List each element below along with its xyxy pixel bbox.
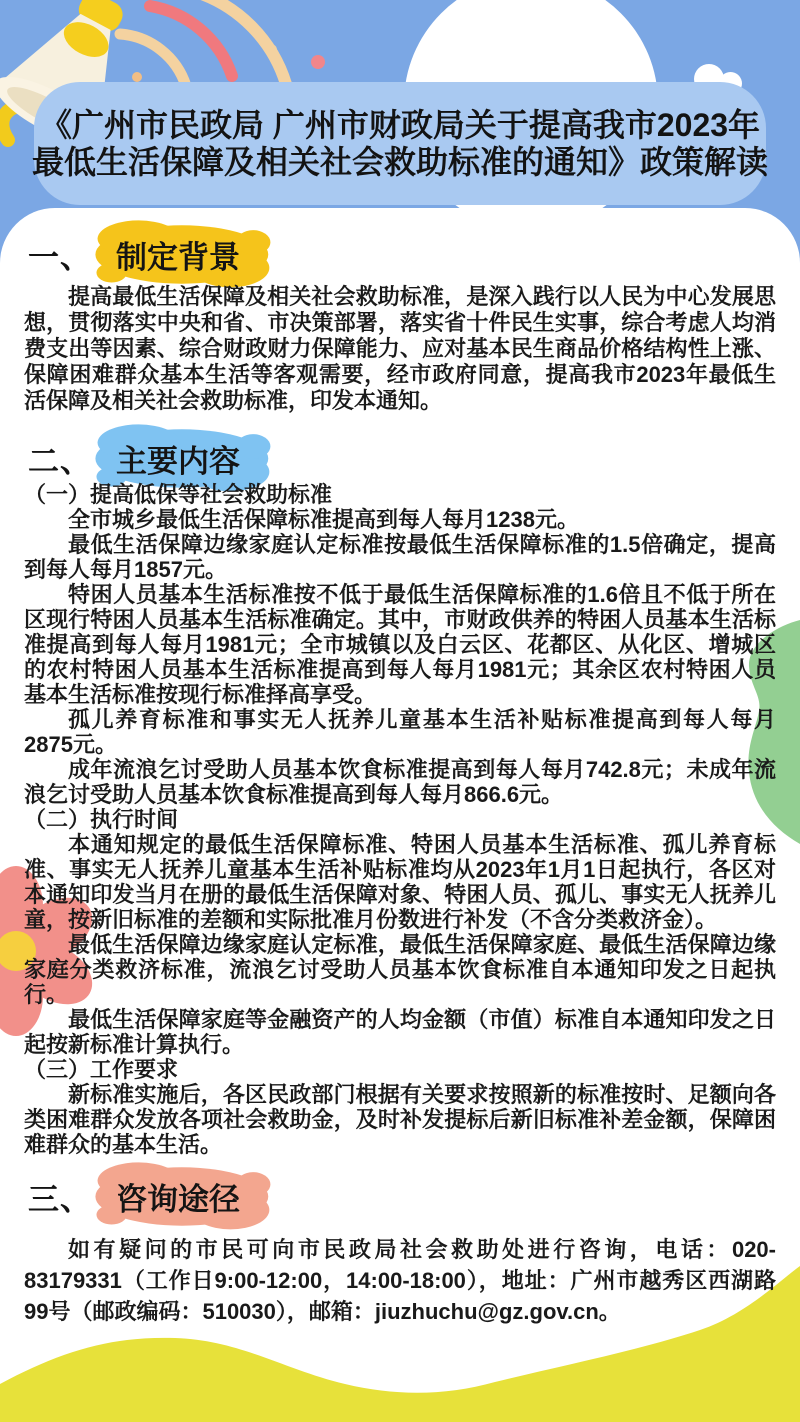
title-card [32,82,769,205]
section-1-heading [28,218,260,291]
content-item: 全市城乡最低生活保障标准提高到每人每月1238元。 [68,507,579,532]
sound-wave-arc [150,6,232,76]
section-number: 二、 [28,444,92,479]
content-item: 最低生活保障边缘家庭认定标准，最低生活保障家庭、最低生活保障边缘家庭分类救济标准，流浪乞讨受助人员基本饮食标准自本通知印发之日起执行。 [24,932,776,1007]
content-item: 最低生活保障家庭等金融资产的人均金额（市值）标准自本通知印发之日起按新标准计算执行。 [24,1007,776,1057]
confetti-dot [311,55,325,69]
confetti-dot [265,44,277,56]
confetti-dot [132,72,142,82]
contact-paragraph: 如有疑问的市民可向市民政局社会救助处进行咨询，电话：020-83179331（工作日9:00-12:00，14:00-18:00），地址：广州市越秀区西湖路99号（邮政编码：510030），邮箱：jiuzhuchu@gz.gov.cn。 [24,1237,776,1324]
section-3-heading [28,1160,260,1233]
content-panel [0,208,800,1422]
content-item-label: （一）提高低保等社会救助标准 [24,482,333,507]
paragraph: 提高最低生活保障及相关社会救助标准，是深入践行以人民为中心发展思想，贯彻落实中央和省、市决策部署，落实省十件民生实事，综合考虑人均消费支出等因素、综合财政财力保障能力、应对基本民生商品价格结构性上涨、保障困难群众基本生活等客观需要，经市政府同意，提高我市2023年最低生活保障及相关社会救助标准，印发本通知。 [24,284,776,413]
policy-title-line-2: 最低生活保障及相关社会救助标准的通知》政策解读 [32,143,769,180]
section-heading-text: 主要内容 [116,444,240,479]
section-2-body [24,482,776,1157]
content-item: 新标准实施后，各区民政部门根据有关要求按照新的标准按时、足额向各类困难群众发放各项社会救助金，及时补发提标后新旧标准补差金额，保障困难群众的基本生活。 [24,1082,776,1157]
section-heading-text: 咨询途径 [116,1182,240,1217]
content-item-label: （二）执行时间 [24,807,179,832]
policy-title-line-1: 《广州市民政局 广州市财政局关于提高我市2023年 [39,106,761,143]
sound-wave-arc [120,34,186,86]
content-item: 成年流浪乞讨受助人员基本饮食标准提高到每人每月742.8元；未成年流浪乞讨受助人员基本饮食标准提高到每人每月866.6元。 [24,757,776,807]
content-item: 孤儿养育标准和事实无人抚养儿童基本生活补贴标准提高到每人每月2875元。 [24,707,776,757]
content-item: 特困人员基本生活标准按不低于最低生活保障标准的1.6倍且不低于所在区现行特困人员基本生活标准确定。其中，市财政供养的特困人员基本生活标准提高到每人每月1981元；全市城镇以及白云区、花都区、从化区、增城区的农村特困人员基本生活标准提高到每人每月1981元；其余区农村特困人员基本生活标准按现行标准择高享受。 [24,582,776,707]
section-3-body [24,1234,776,1327]
section-number: 三、 [28,1182,92,1217]
content-item: 最低生活保障边缘家庭认定标准按最低生活保障标准的1.5倍确定，提高到每人每月1857元。 [24,532,776,582]
section-1-body [24,284,776,414]
content-item-label: （三）工作要求 [24,1057,179,1082]
content-item: 本通知规定的最低生活保障标准、特困人员基本生活标准、孤儿养育标准、事实无人抚养儿童基本生活补贴标准均从2023年1月1日起执行，各区对本通知印发当月在册的最低生活保障对象、特困人员、孤儿、事实无人抚养儿童，按新旧标准的差额和实际批准月份数进行补发（不含分类救济金）。 [24,832,776,932]
section-number: 一、 [28,240,92,275]
section-heading-text: 制定背景 [116,240,240,275]
